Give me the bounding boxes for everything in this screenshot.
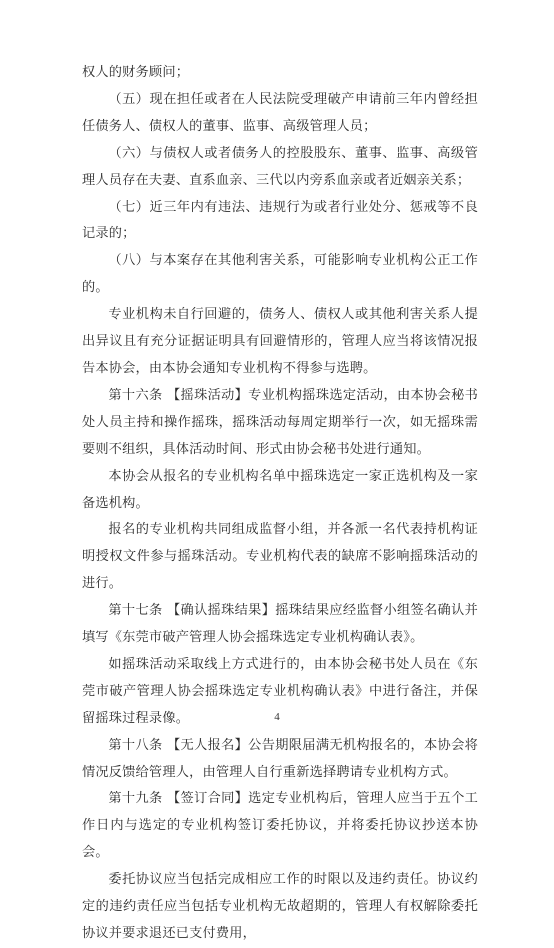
paragraph: 如摇珠活动采取线上方式进行的，由本协会秘书处人员在《东莞市破产管理人协会摇珠选定专业机构确认表》中进行备注，并保留摇珠过程录像。 xyxy=(82,656,478,726)
paragraph: 权人的财务顾问； xyxy=(82,65,190,80)
article-19: 第十九条 【签订合同】选定专业机构后，管理人应当于五个工作日内与选定的专业机构签订委托协议，并将委托协议抄送本协会。 xyxy=(82,791,478,861)
paragraph: （七）近三年内有违法、违规行为或者行业处分、惩戒等不良记录的； xyxy=(82,199,478,242)
article-17: 第十七条 【确认摇珠结果】摇珠结果应经监督小组签名确认并填写《东莞市破产管理人协会摇珠选定专业机构确认表》。 xyxy=(82,603,478,646)
paragraph: 本协会从报名的专业机构名单中摇珠选定一家正选机构及一家备选机构。 xyxy=(82,468,478,511)
paragraph: （六）与债权人或者债务人的控股股东、董事、监事、高级管理人员存在夫妻、直系血亲、三代以内旁系血亲或者近姻亲关系； xyxy=(82,145,478,188)
page-number: 4 xyxy=(274,711,280,723)
article-16: 第十六条 【摇珠活动】专业机构摇珠选定活动，由本协会秘书处人员主持和操作摇珠，摇珠活动每周定期举行一次，如无摇珠需要则不组织，具体活动时间、形式由协会秘书处进行通知。 xyxy=(82,387,478,457)
page-body xyxy=(82,60,478,948)
article-18: 第十八条 【无人报名】公告期限届满无机构报名的，本协会将情况反馈给管理人，由管理人自行重新选择聘请专业机构方式。 xyxy=(82,737,478,780)
paragraph: （五）现在担任或者在人民法院受理破产申请前三年内曾经担任债务人、债权人的董事、监事、高级管理人员； xyxy=(82,91,478,134)
paragraph: 委托协议应当包括完成相应工作的时限以及违约责任。协议约定的违约责任应当包括专业机构无故超期的，管理人有权解除委托协议并要求退还已支付费用， xyxy=(82,872,478,941)
paragraph: 报名的专业机构共同组成监督小组，并各派一名代表持机构证明授权文件参与摇珠活动。专业机构代表的缺席不影响摇珠活动的进行。 xyxy=(82,522,478,592)
paragraph: （八）与本案存在其他利害关系，可能影响专业机构公正工作的。 xyxy=(82,253,478,296)
paragraph: 专业机构未自行回避的，债务人、债权人或其他利害关系人提出异议且有充分证据证明具有回避情形的，管理人应当将该情况报告本协会，由本协会通知专业机构不得参与选聘。 xyxy=(82,307,478,376)
